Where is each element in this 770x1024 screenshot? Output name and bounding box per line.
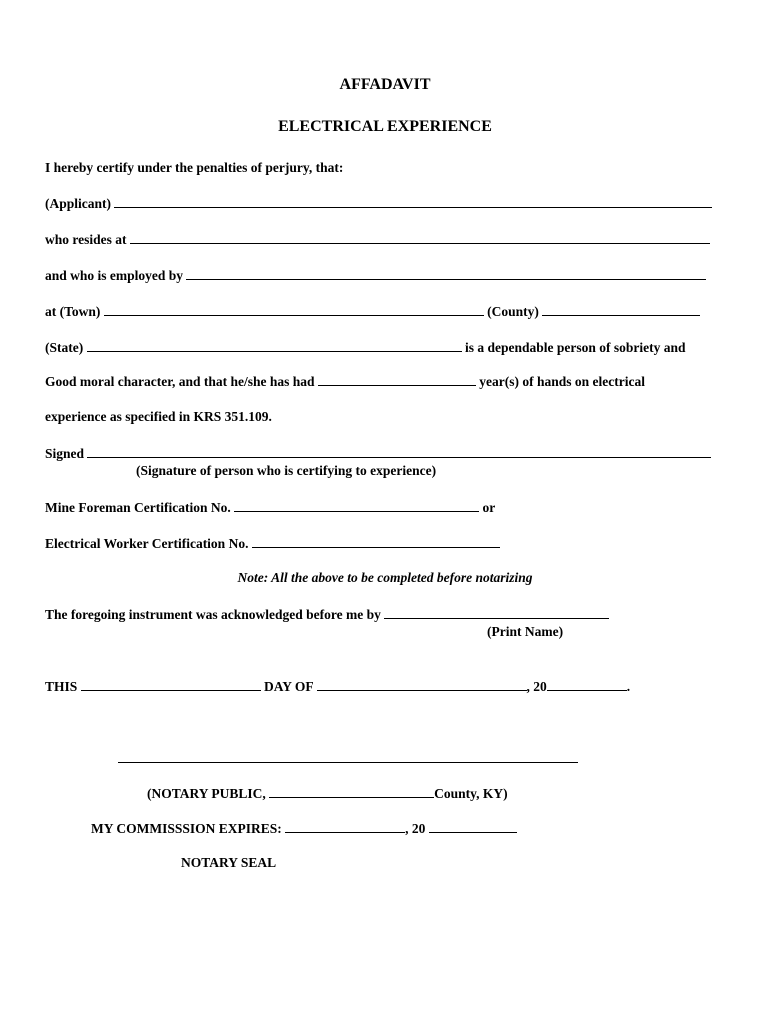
county-ky-label: County, KY) (434, 786, 508, 801)
print-name-field[interactable] (384, 606, 609, 619)
residence-field[interactable] (130, 231, 710, 244)
form-title: AFFADAVIT (339, 76, 431, 93)
notary-public-row (147, 785, 508, 802)
notary-county-field[interactable] (269, 785, 434, 798)
notary-signature-line[interactable] (118, 762, 578, 763)
year-prefix: , 20 (526, 679, 547, 694)
resides-row (45, 231, 710, 248)
signed-label: Signed (45, 446, 85, 461)
signature-field[interactable] (87, 445, 711, 458)
commission-row (91, 820, 517, 837)
year-field[interactable] (547, 678, 627, 691)
signature-caption: (Signature of person who is certifying to experience) (136, 463, 437, 478)
notary-seal-label: NOTARY SEAL (181, 855, 277, 870)
employed-row (45, 267, 706, 284)
years-field[interactable] (318, 373, 476, 386)
moral-text: Good moral character, and that he/she has had (45, 374, 315, 389)
years-text: year(s) of hands on electrical (479, 374, 645, 389)
applicant-label: (Applicant) (45, 196, 112, 211)
commission-date-field[interactable] (285, 820, 405, 833)
print-name-caption: (Print Name) (487, 624, 564, 639)
mine-label: Mine Foreman Certification No. (45, 500, 231, 515)
state-label: (State) (45, 340, 84, 355)
note-text: Note: All the above to be completed before notarizing (237, 570, 533, 585)
day-of-label: DAY OF (264, 679, 314, 694)
experience-text: experience as specified in KRS 351.109. (45, 409, 272, 424)
date-row (45, 678, 630, 695)
commission-year-field[interactable] (429, 820, 517, 833)
form-subtitle: ELECTRICAL EXPERIENCE (278, 118, 492, 135)
this-label: THIS (45, 679, 78, 694)
acknowledged-text: The foregoing instrument was acknowledged before me by (45, 607, 381, 622)
employed-label: and who is employed by (45, 268, 184, 283)
county-field[interactable] (542, 303, 700, 316)
period: . (626, 679, 631, 694)
applicant-field[interactable] (114, 195, 712, 208)
town-label: at (Town) (45, 304, 101, 319)
notary-public-label: (NOTARY PUBLIC, (147, 786, 266, 801)
month-field[interactable] (317, 678, 527, 691)
electrical-label: Electrical Worker Certification No. (45, 536, 249, 551)
electrical-cert-field[interactable] (252, 535, 500, 548)
commission-year-prefix: , 20 (405, 821, 426, 836)
mine-cert-field[interactable] (234, 499, 479, 512)
state-row (45, 339, 686, 356)
day-field[interactable] (81, 678, 261, 691)
signed-row (45, 445, 711, 462)
county-label: (County) (487, 304, 539, 319)
state-field[interactable] (87, 339, 462, 352)
acknowledged-row (45, 606, 609, 623)
electrical-row (45, 535, 500, 552)
or-text: or (482, 500, 496, 515)
employer-field[interactable] (186, 267, 706, 280)
applicant-row (45, 195, 712, 212)
commission-label: MY COMMISSSION EXPIRES: (91, 821, 282, 836)
intro-text: I hereby certify under the penalties of perjury, that: (45, 160, 344, 175)
dependable-text: is a dependable person of sobriety and (464, 340, 686, 355)
resides-label: who resides at (45, 232, 127, 247)
moral-row (45, 373, 645, 390)
town-county-row (45, 303, 700, 320)
mine-row (45, 499, 495, 516)
town-field[interactable] (104, 303, 484, 316)
